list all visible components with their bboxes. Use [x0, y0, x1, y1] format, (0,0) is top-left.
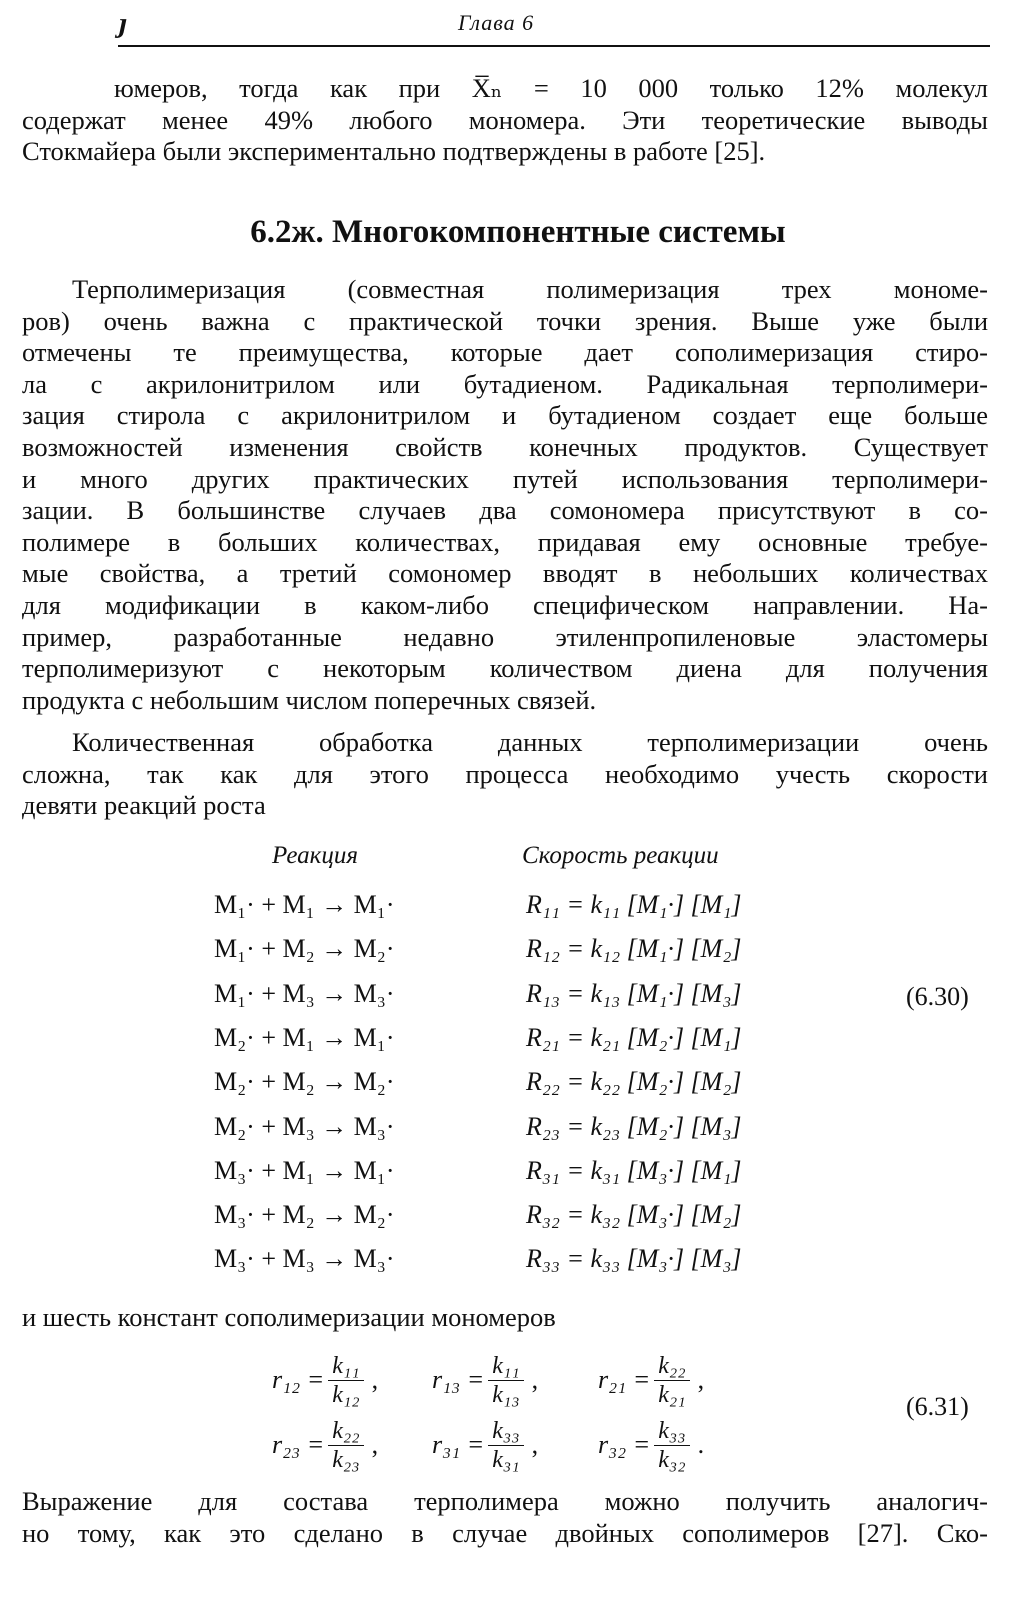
reaction-rate: R₂₃ = k₂₃ [M₂·] [M₃] — [526, 1111, 742, 1141]
text-line: Стокмайера были экспериментально подтверждены в работе [25]. — [22, 136, 766, 167]
reactivity-ratio — [432, 1345, 538, 1415]
reactivity-ratio — [272, 1410, 378, 1480]
fraction-denominator: k₃₁ — [492, 1446, 520, 1473]
ratio-row — [272, 1345, 792, 1415]
text-line: полимере в больших количествах, придавая ему основные требуе- — [22, 526, 988, 557]
reactivity-ratio — [272, 1345, 378, 1415]
fraction — [654, 1417, 689, 1474]
fraction-numerator: k₃₃ — [488, 1417, 523, 1446]
reaction-row — [214, 1112, 814, 1156]
reaction-rate: R₁₃ = k₁₃ [M₁·] [M₃] — [526, 978, 742, 1008]
reaction-equation: M₂· + M₂ → M₂· — [214, 1067, 395, 1097]
text-line: для модификации в каком-либо специфическом направлении. На- — [22, 589, 988, 620]
text-line: и шесть констант сополимеризации мономеров — [22, 1302, 556, 1332]
ratio-lhs: r₃₂ = — [598, 1430, 651, 1459]
text-line: сложна, так как для этого процесса необходимо учесть скорости — [22, 758, 988, 789]
text-line: отмечены те преимущества, которые дает сополимеризация стиро- — [22, 337, 988, 368]
punctuation: , — [697, 1365, 705, 1394]
text-line: ров) очень важна с практической точки зрения. Выше уже были — [22, 305, 988, 336]
fraction-numerator: k₂₂ — [654, 1352, 689, 1381]
reaction-row — [214, 1244, 814, 1288]
text-line: терполимеризуют с некоторым количеством диена для получения — [22, 653, 988, 684]
text-line: ла с акрилонитрилом или бутадиеном. Радикальная терполимери- — [22, 368, 988, 399]
reaction-row — [214, 890, 814, 934]
ratio-lhs: r₂₁ = — [598, 1365, 651, 1394]
reaction-equation: M₁· + M₂ → M₂· — [214, 934, 395, 964]
ratio-lhs: r₂₃ = — [272, 1430, 325, 1459]
fraction — [328, 1417, 363, 1474]
paragraph-composition — [22, 1486, 988, 1549]
text-line: девяти реакций роста — [22, 790, 266, 821]
reaction-rate: R₂₁ = k₂₁ [M₂·] [M₁] — [526, 1022, 742, 1052]
fraction-numerator: k₂₂ — [328, 1417, 363, 1446]
text-line: Выражение для состава терполимера можно получить аналогич- — [22, 1486, 988, 1516]
reaction-equation: M₃· + M₂ → M₂· — [214, 1200, 395, 1230]
paragraph-quantitative — [22, 727, 988, 822]
fraction — [328, 1352, 363, 1409]
reaction-row — [214, 1156, 814, 1200]
fraction-numerator: k₁₁ — [328, 1352, 363, 1381]
page-corner-mark: ȷ — [114, 8, 131, 39]
paragraph-constants — [22, 1302, 988, 1334]
ratio-lhs: r₃₁ = — [432, 1430, 485, 1459]
text-line: Терполимеризация (совместная полимеризация трех мономе- — [72, 274, 988, 304]
reaction-rate: R₁₁ = k₁₁ [M₁·] [M₁] — [526, 890, 742, 919]
text-line: продукта с небольшим числом поперечных связей. — [22, 684, 597, 715]
fraction — [654, 1352, 689, 1409]
reactivity-ratio — [432, 1410, 538, 1480]
punctuation: , — [531, 1365, 539, 1394]
text-line: Количественная обработка данных терполимеризации очень — [72, 727, 988, 757]
reaction-rate: R₁₂ = k₁₂ [M₁·] [M₂] — [526, 934, 742, 964]
text-line: и много других практических путей использования терполимери- — [22, 463, 988, 494]
reaction-equation: M₁· + M₃ → M₃· — [214, 978, 395, 1008]
reaction-rate: R₃₂ = k₃₂ [M₃·] [M₂] — [526, 1200, 742, 1230]
fraction-denominator: k₂₁ — [658, 1381, 686, 1408]
text-line: содержат менее 49% любого мономера. Эти теоретические выводы — [22, 104, 988, 135]
text-line: пример, разработанные недавно этиленпропиленовые эластомеры — [22, 621, 988, 652]
header-rule — [118, 45, 990, 47]
fraction — [488, 1352, 523, 1409]
reaction-rate: R₃₃ = k₃₃ [M₃·] [M₃] — [526, 1244, 742, 1274]
fraction-denominator: k₁₂ — [332, 1381, 360, 1408]
text-line: зация стирола с акрилонитрилом и бутадиеном создает еще больше — [22, 400, 988, 431]
fraction-denominator: k₂₃ — [332, 1446, 360, 1473]
fraction-denominator: k₃₂ — [658, 1446, 686, 1473]
reaction-equation: M₁· + M₁ → M₁· — [214, 890, 395, 919]
fraction-numerator: k₃₃ — [654, 1417, 689, 1446]
text-line: возможностей изменения свойств конечных продуктов. Существует — [22, 431, 988, 462]
reaction-rate: R₃₁ = k₃₁ [M₃·] [M₁] — [526, 1155, 742, 1185]
reaction-row — [214, 934, 814, 978]
reaction-equation: M₃· + M₁ → M₁· — [214, 1155, 395, 1185]
reaction-row — [214, 1067, 814, 1111]
fraction — [488, 1417, 523, 1474]
column-header-reaction: Реакция — [272, 842, 358, 869]
reaction-equation: M₂· + M₃ → M₃· — [214, 1111, 395, 1141]
fraction-numerator: k₁₁ — [488, 1352, 523, 1381]
text-line: зации. В большинстве случаев два сомономера присутствуют в со- — [22, 495, 988, 526]
fraction-denominator: k₁₃ — [492, 1381, 520, 1408]
reaction-row — [214, 1023, 814, 1067]
punctuation: , — [371, 1430, 379, 1459]
reactivity-ratio — [598, 1345, 704, 1415]
ratio-lhs: r₁₃ = — [432, 1365, 485, 1394]
ratio-lhs: r₁₂ = — [272, 1365, 325, 1394]
text-line: мые свойства, а третий сомономер вводят в небольших количествах — [22, 558, 988, 589]
column-header-rate: Скорость реакции — [522, 842, 719, 869]
punctuation: , — [371, 1365, 379, 1394]
section-title: 6.2ж. Многокомпонентные системы — [250, 214, 786, 250]
equation-number: (6.30) — [906, 982, 969, 1011]
reactivity-ratio — [598, 1410, 704, 1480]
running-head: Глава 6 — [458, 10, 535, 35]
equation-number: (6.31) — [906, 1392, 969, 1421]
text-line: но тому, как это сделано в случае двойных сополимеров [27]. Ско- — [22, 1517, 988, 1548]
reaction-row — [214, 979, 814, 1023]
paragraph-continuation — [22, 73, 988, 168]
punctuation: . — [697, 1430, 705, 1459]
reaction-equation: M₂· + M₁ → M₁· — [214, 1022, 395, 1052]
punctuation: , — [531, 1430, 539, 1459]
reaction-rate: R₂₂ = k₂₂ [M₂·] [M₂] — [526, 1067, 742, 1097]
reaction-row — [214, 1200, 814, 1244]
reaction-equation: M₃· + M₃ → M₃· — [214, 1244, 395, 1274]
paragraph-terpolymerization — [22, 274, 988, 716]
text-line: юмеров, тогда как при X̅ₙ = 10 000 только 12% молекул — [114, 73, 988, 103]
ratio-row — [272, 1410, 792, 1480]
